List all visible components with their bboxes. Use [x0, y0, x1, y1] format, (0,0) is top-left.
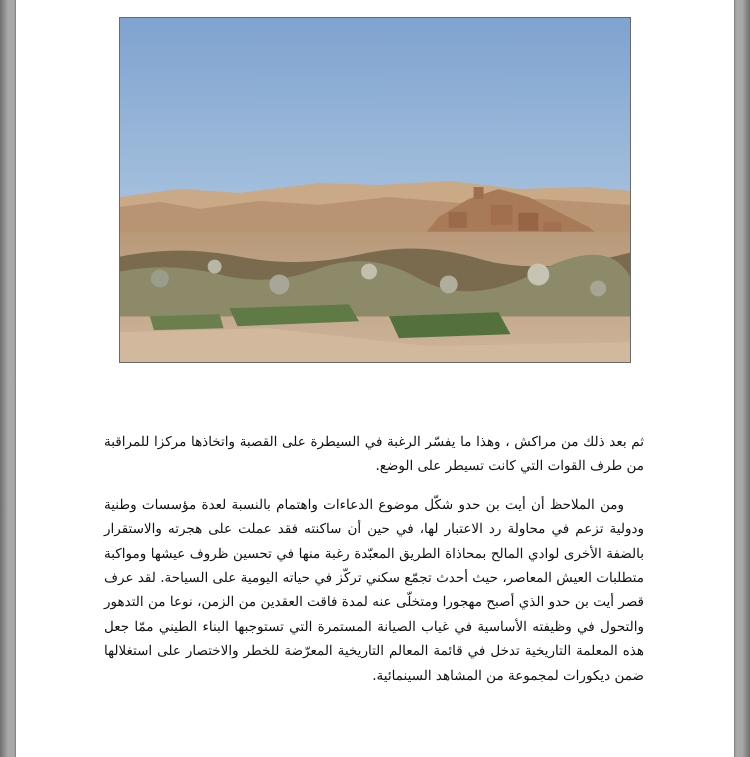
paragraph-2: ومن الملاحظ أن أيت بن حدو شكّل موضوع الدعاءات واهتمام بالنسبة لعدة مؤسسات وطنية ودولية تزعم في محاولة رد الاعتبار لها، في حين أن ساكنته فقد عملت على هجرته والاستقرار بالضفة الأخرى لوادي المالح بمحاذاة الطريق المعبّدة رغبة منها في تحسين ظروف عيشها ومواكبة متطلبات العيش المعاصر، حيث أحدث تجمّع سكني تركّز في حياته اليومية على السياحة. لقد عرف قصر أيت بن حدو الذي أصبح مهجورا ومتخلّى عنه لمدة فاقت العقدين من الزمن، نوعا من التدهور والتحول في وظيفته الأساسية في غياب الصيانة المستمرة التي تستوجبها البناء الطيني ممّا جعل هذه المعلمة التاريخية تدخل في قائمة المعالم التاريخية المعرّضة للخطر والاختصار على استغلالها ضمن ديكورات لمجموعة من المشاهد السينمائية.: [104, 496, 644, 684]
document-page: [16, 0, 734, 757]
body-text: [104, 430, 644, 688]
paragraph-1: ثم بعد ذلك من مراكش ، وهذا ما يفسّر الرغبة في السيطرة على القصبة واتخاذها مركزا للمراقبة من طرف القوات التي كانت تسيطر على الوضع.: [104, 434, 644, 475]
kasbah-landscape-image: [120, 18, 630, 362]
landscape-photo: [119, 17, 631, 363]
